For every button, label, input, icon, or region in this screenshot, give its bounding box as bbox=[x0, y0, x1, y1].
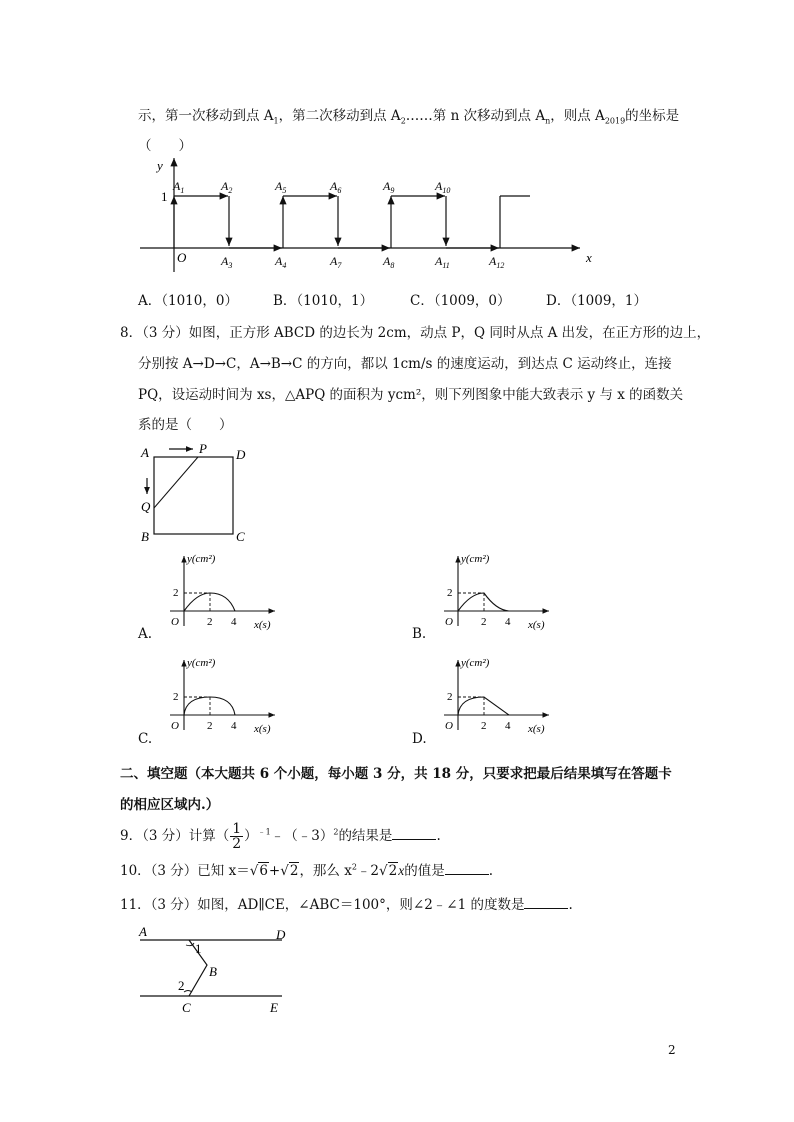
x-axis-label: x(s) bbox=[528, 723, 545, 735]
q8-graph-d bbox=[434, 652, 559, 742]
x-tick-2: 2 bbox=[481, 720, 487, 732]
curve bbox=[184, 593, 235, 611]
label-P: P bbox=[199, 441, 207, 456]
label-A7: $A_7$ bbox=[330, 254, 342, 270]
q8-line1: 8．（3 分）如图，正方形 ABCD 的边长为 2cm，动点 P，Q 同时从点 A 出发，在正方形的边上， bbox=[120, 325, 711, 341]
y-axis-label: y(cm²) bbox=[187, 657, 216, 669]
x-axis-label: x(s) bbox=[528, 619, 545, 631]
label-C: C bbox=[182, 1000, 191, 1015]
q8-graph-b bbox=[434, 548, 559, 638]
x-tick-2: 2 bbox=[207, 616, 213, 628]
q8-line2: 分别按 A→D→C，A→B→C 的方向，都以 1cm/s 的速度运动，到达点 C 运动终止，连接 bbox=[138, 356, 672, 372]
q8-line4: 系的是（ ） bbox=[138, 417, 233, 433]
label-D: D bbox=[236, 447, 246, 462]
q8-line3: PQ，设运动时间为 xs，△APQ 的面积为 ycm²，则下列图象中能大致表示 y 与 x 的函数关 bbox=[138, 387, 684, 403]
x-tick-4: 4 bbox=[231, 616, 237, 628]
segment-pq bbox=[154, 457, 198, 508]
y-tick-2: 2 bbox=[447, 691, 453, 703]
curve bbox=[184, 697, 235, 715]
section2-heading-line1: 二、填空题（本大题共 6 个小题，每小题 3 分，共 18 分，只要求把最后结果填写在答题卡 bbox=[120, 766, 672, 782]
page-number: 2 bbox=[668, 1043, 676, 1057]
square-abcd bbox=[154, 457, 233, 534]
x-tick-4: 4 bbox=[505, 720, 511, 732]
label-A: A bbox=[141, 445, 149, 460]
x-axis-label: x(s) bbox=[254, 723, 271, 735]
y-tick-2: 2 bbox=[173, 691, 179, 703]
q11-line: 11．（3 分）如图，AD∥CE，∠ABC＝100°，则∠2﹣∠1 的度数是 . bbox=[120, 897, 573, 913]
label-A5: $A_5$ bbox=[275, 179, 287, 195]
origin-label: O bbox=[177, 250, 187, 265]
x-axis-label: x(s) bbox=[254, 619, 271, 631]
label-A10: $A_{10}$ bbox=[435, 179, 451, 195]
label-Q: Q bbox=[141, 499, 151, 514]
origin: O bbox=[445, 720, 453, 732]
label-B: B bbox=[141, 529, 149, 544]
label-A2: $A_2$ bbox=[221, 179, 233, 195]
label-A8: $A_8$ bbox=[383, 254, 395, 270]
curve bbox=[458, 697, 509, 715]
q8-choice-d[interactable]: D. bbox=[412, 731, 427, 747]
q9-line: 9．（3 分）计算（ $\frac{1}{2}$ ）$^{﹣1}$﹣（﹣3）$^2$的结果是 . bbox=[120, 821, 441, 852]
x-label: x bbox=[586, 250, 592, 265]
q8-square-figure bbox=[135, 440, 260, 545]
fraction-one-half: $\frac{1}{2}$ bbox=[232, 821, 242, 852]
label-A1: $A_1$ bbox=[173, 179, 185, 195]
q7-option-d[interactable]: D．（1009，1） bbox=[546, 293, 648, 309]
y-axis-label: y(cm²) bbox=[461, 553, 490, 565]
q8-choice-c[interactable]: C. bbox=[138, 731, 153, 747]
label-A12: $A_{12}$ bbox=[489, 254, 505, 270]
step-path bbox=[174, 196, 530, 248]
label-A: A bbox=[139, 924, 147, 939]
q8-graph-c bbox=[160, 652, 285, 742]
label-A4: $A_4$ bbox=[275, 254, 287, 270]
q11-answer-blank[interactable] bbox=[524, 896, 568, 909]
y-axis-label: y(cm²) bbox=[461, 657, 490, 669]
curve bbox=[458, 593, 509, 611]
q7-option-b[interactable]: B．（1010，1） bbox=[273, 293, 374, 309]
x-tick-2: 2 bbox=[481, 616, 487, 628]
origin: O bbox=[171, 616, 179, 628]
q8-choice-a[interactable]: A. bbox=[138, 626, 153, 642]
q9-answer-blank[interactable] bbox=[392, 827, 436, 840]
label-angle-1: 1 bbox=[195, 941, 202, 956]
x-tick-4: 4 bbox=[505, 616, 511, 628]
y-label: y bbox=[157, 158, 163, 173]
x-tick-4: 4 bbox=[231, 720, 237, 732]
q11-parallel-lines-figure bbox=[132, 922, 302, 1017]
q7-option-a[interactable]: A．（1010，0） bbox=[138, 293, 238, 309]
section2-heading-line2: 的相应区域内.） bbox=[120, 797, 220, 813]
origin: O bbox=[445, 616, 453, 628]
label-A11: $A_{11}$ bbox=[435, 254, 450, 270]
q10-answer-blank[interactable] bbox=[445, 862, 489, 875]
label-B: B bbox=[209, 964, 217, 979]
y-tick-2: 2 bbox=[447, 587, 453, 599]
q8-choice-b[interactable]: B. bbox=[412, 626, 427, 642]
q7-step-graph bbox=[135, 150, 605, 275]
q8-graph-a bbox=[160, 548, 285, 638]
label-A9: $A_9$ bbox=[383, 179, 395, 195]
label-C: C bbox=[236, 529, 245, 544]
y-axis-label: y(cm²) bbox=[187, 553, 216, 565]
origin: O bbox=[171, 720, 179, 732]
label-E: E bbox=[270, 1000, 278, 1015]
label-D: D bbox=[276, 927, 286, 942]
q7-answer-paren: （ ） bbox=[138, 138, 192, 154]
q7-option-c[interactable]: C．（1009，0） bbox=[410, 293, 511, 309]
q10-line: 10．（3 分）已知 x＝√6+√2，那么 $x^2﹣2√2x$的值是 . bbox=[120, 862, 494, 879]
y-tick-2: 2 bbox=[173, 587, 179, 599]
x-tick-2: 2 bbox=[207, 720, 213, 732]
y-one-label: 1 bbox=[161, 189, 168, 204]
label-A3: $A_3$ bbox=[221, 254, 233, 270]
label-angle-2: 2 bbox=[178, 978, 185, 993]
label-A6: $A_6$ bbox=[330, 179, 342, 195]
q7-line1: 示，第一次移动到点 $A_1$，第二次移动到点 $A_2\dots\dots$第 n 次移动到点 $A_n$，则点 $A_{2019}$的坐标是 bbox=[138, 108, 680, 126]
